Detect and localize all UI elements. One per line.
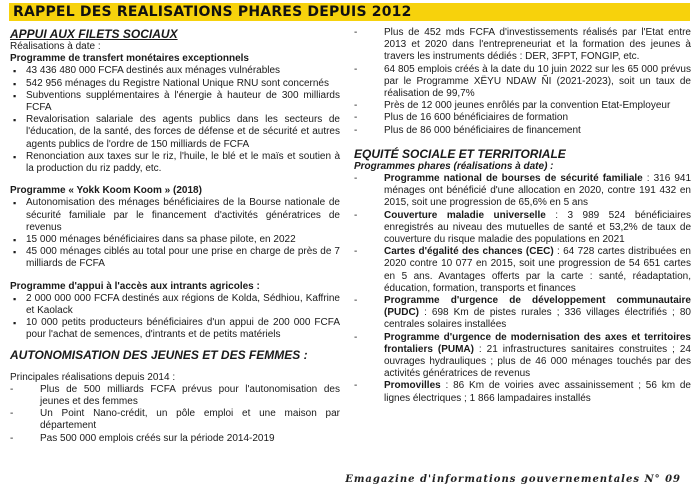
prog3-list [10,293,340,342]
list-item: ▪ Autonomisation des ménages bénéficiaires de la Bourse nationale de sécurité familiale par le financement d'activités génératrices de revenus [10,197,340,234]
list-item [354,295,691,332]
list-item: ▪ 43 436 480 000 FCFA destinés aux ménages vulnérables [10,65,340,77]
list-item: ▪ Subventions supplémentaires à l'énergie à hauteur de 300 milliards FCFA [10,90,340,114]
list-item: - Plus de 86 000 bénéficiaires de financement [354,125,691,137]
prog1-title: Programme de transfert monétaires exceptionnels [10,53,249,65]
item-text: : 316 941 ménages ont bénéficié d'une allocation en 2020, contre 191 432 en 2015, soit une progression de 65,6% en 5 ans [384,173,692,209]
right-column [354,27,691,405]
list-item [354,173,691,210]
list-item: ▪ Renonciation aux taxes sur le riz, l'huile, le blé et le maïs et soutien à la production du riz paddy, etc. [10,151,340,175]
list-item: ▪ Revalorisation salariale des agents publics dans les secteurs de l'éducation, de la santé, des forces de défense et de sécurité et autres agents publics de l'ordre de 150 milliards de FCFA [10,114,340,151]
section-title-filets: APPUI AUX FILETS SOCIAUX [10,27,178,41]
list-item: ▪ 2 000 000 000 FCFA destinés aux régions de Kolda, Sédhiou, Kaffrine et Kaolack [10,293,340,317]
item-heading: Couverture maladie universelle [384,209,546,221]
left-column [10,27,340,445]
prog2-title: Programme « Yokk Koom Koom » (2018) [10,185,202,197]
list-item: - Plus de 452 mds FCFA d'investissements réalisés par l'Etat entre 2013 et 2020 dans l'entrepreneuriat et la formation des jeunes à travers les instruments dédiés : DER, 3FPT, FONGIP, etc. [354,27,691,64]
list-item: ▪ 10 000 petits producteurs bénéficiaires d'un appui de 200 000 FCFA pour l'achat de semences, d'intrants et de petits matériels [10,317,340,341]
prog1-list [10,65,340,175]
realisations-label: Réalisations à date : [10,41,101,52]
list-item [354,332,691,381]
footer-magazine: Emagazine d'informations gouvernementales N° 09 [345,474,681,485]
equite-list [354,173,691,405]
equite-subtitle: Programmes phares (réalisations à date) : [354,160,554,172]
item-heading: Promovilles [384,380,441,392]
list-item [354,380,691,404]
prog3-title: Programme d'appui à l'accès aux intrants agricoles : [10,280,260,292]
item-text: : 86 Km de voiries avec assainissement ; 56 km de lignes électriques ; 1 866 lampadaires installés [384,380,691,404]
list-item: - Près de 12 000 jeunes enrôlés par la convention Etat-Employeur [354,100,691,112]
item-heading: Programme d'urgence de modernisation des axes et territoires frontaliers (PUMA) [384,331,691,355]
list-item: - 64 805 emplois créés à la date du 10 juin 2022 sur les 65 000 prévus par le Programme XËYU NDAW ÑI (2021-2023), soit un taux de réalisation de 99,7% [354,64,691,101]
list-item: ▪ 45 000 ménages ciblés au total pour une prise en charge de près de 7 milliards de FCFA [10,246,340,270]
list-item [354,210,691,247]
list-item: - Plus de 500 milliards FCFA prévus pour l'autonomisation des jeunes et des femmes [10,384,340,408]
item-text: : 698 Km de pistes rurales ; 336 villages électrifiés ; 80 centrales solaires installées [384,307,691,331]
list-item: - Pas 500 000 emplois créés sur la période 2014-2019 [10,433,340,445]
section-title-autonomisation: AUTONOMISATION DES JEUNES ET DES FEMMES : [10,347,308,362]
autonomisation-list [10,384,340,445]
page-banner: RAPPEL DES REALISATIONS PHARES DEPUIS 2012 [9,3,690,21]
section-title-equite: EQUITÉ SOCIALE ET TERRITORIALE [354,146,566,161]
item-heading: Programme national de bourses de sécurité familiale [384,173,643,185]
item-heading: Cartes d'égalité des chances (CEC) [384,246,554,258]
list-item: ▪ 542 956 ménages du Registre National Unique RNU sont concernés [10,78,340,90]
list-item: - Un Point Nano-crédit, un pôle emploi et une maison par département [10,408,340,432]
list-item: ▪ 15 000 ménages bénéficiaires dans sa phase pilote, en 2022 [10,234,340,246]
autonomisation-intro: Principales réalisations depuis 2014 : [10,371,176,383]
item-text: : 64 728 cartes distribuées en 2020 contre 10 077 en 2015, soit une progression de 54 651 cartes en 5 ans. Avantages offerts par la carte : santé, réadaptation, éducation, formation, transports et finances [384,246,691,294]
list-item [354,246,691,295]
prog2-list [10,197,340,270]
item-text: : 21 infrastructures sanitaires construites ; 24 ouvrages hydrauliques ; plus de 46 000 ménages touchés par des activités génératrices de revenus [384,343,691,380]
list-item: - Plus de 16 600 bénéficiaires de formation [354,112,691,124]
item-text: : 3 989 524 bénéficiaires enregistrés au niveau des mutuelles de santé et 53,2% de taux de couverture du risque maladie des populations en 2021 [384,209,691,246]
jeunes-list [354,27,691,137]
item-heading: Programme d'urgence de développement communautaire (PUDC) [384,295,691,319]
